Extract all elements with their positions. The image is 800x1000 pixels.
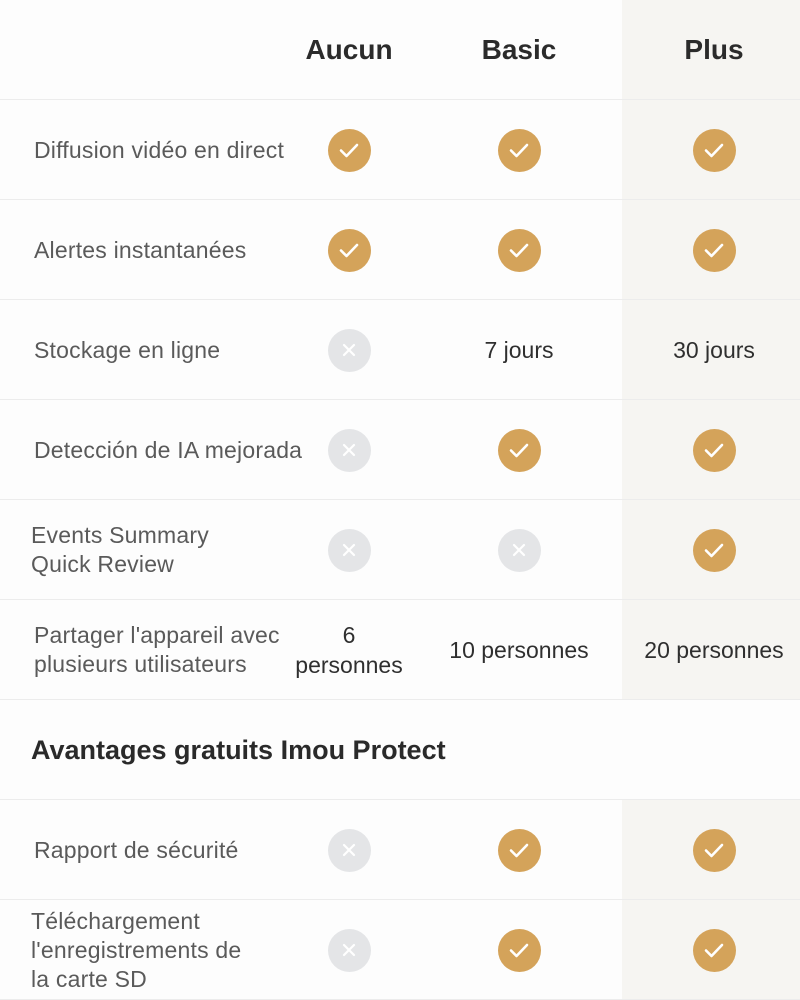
cross-icon — [328, 429, 371, 472]
check-icon — [693, 829, 736, 872]
cell-basic — [438, 500, 600, 600]
cell-basic — [438, 800, 600, 900]
check-icon — [328, 129, 371, 172]
cell-none — [278, 100, 420, 200]
cell-basic — [438, 600, 600, 700]
feature-label: Alertes instantanées — [34, 236, 247, 263]
feature-row — [0, 500, 800, 600]
cell-none — [278, 300, 420, 400]
cross-icon — [498, 529, 541, 572]
feature-label-line: la carte SD — [31, 965, 147, 992]
feature-row — [0, 200, 800, 300]
column-header-plus: Plus — [684, 34, 744, 65]
header-row — [0, 0, 800, 100]
check-icon — [498, 829, 541, 872]
cell-none — [278, 400, 420, 500]
feature-label-line: Events Summary — [31, 522, 209, 548]
cell-plus — [622, 400, 800, 500]
column-header-basic: Basic — [481, 34, 557, 65]
check-icon — [693, 129, 736, 172]
check-icon — [498, 129, 541, 172]
users-value-none-line: personnes — [295, 652, 403, 678]
cell-none — [278, 200, 420, 300]
storage-value-basic: 7 jours — [484, 337, 554, 363]
check-icon — [498, 229, 541, 272]
cell-plus — [622, 600, 800, 700]
check-icon — [693, 429, 736, 472]
feature-label — [34, 600, 280, 700]
cell-plus — [622, 100, 800, 200]
cell-plus — [622, 800, 800, 900]
feature-row — [0, 900, 800, 1000]
cell-basic — [438, 200, 600, 300]
check-icon — [693, 229, 736, 272]
check-icon — [693, 529, 736, 572]
cross-icon — [328, 529, 371, 572]
cell-plus — [622, 300, 800, 400]
feature-row — [0, 300, 800, 400]
feature-label-line: l'enregistrements de — [31, 936, 242, 963]
feature-row — [0, 600, 800, 700]
feature-label-line: Partager l'appareil avec — [34, 622, 280, 648]
cross-icon — [328, 929, 371, 972]
cross-icon — [328, 329, 371, 372]
feature-label: Detección de IA mejorada — [34, 436, 303, 463]
cell-basic — [438, 300, 600, 400]
feature-row — [0, 100, 800, 200]
cell-none — [278, 800, 420, 900]
check-icon — [328, 229, 371, 272]
feature-row — [0, 400, 800, 500]
cell-none — [278, 900, 420, 1000]
cell-none — [278, 600, 420, 700]
cell-plus — [622, 900, 800, 1000]
cell-basic — [438, 400, 600, 500]
storage-value-plus: 30 jours — [673, 337, 755, 363]
cell-plus — [622, 500, 800, 600]
feature-label: Stockage en ligne — [34, 336, 221, 363]
feature-label: Diffusion vidéo en direct — [34, 136, 285, 163]
cell-basic — [438, 900, 600, 1000]
feature-label-line: Téléchargement — [31, 907, 200, 934]
feature-row — [0, 800, 800, 900]
check-icon — [498, 929, 541, 972]
feature-label — [31, 500, 209, 600]
feature-label-line: Quick Review — [31, 551, 174, 577]
cell-none — [278, 500, 420, 600]
users-value-none-line: 6 — [342, 622, 356, 648]
section-heading-row — [0, 700, 800, 800]
feature-label — [31, 900, 241, 1000]
check-icon — [693, 929, 736, 972]
check-icon — [498, 429, 541, 472]
cell-basic — [438, 100, 600, 200]
cross-icon — [328, 829, 371, 872]
section-title: Avantages gratuits Imou Protect — [31, 735, 446, 765]
column-header-none: Aucun — [305, 34, 393, 65]
cell-plus — [622, 200, 800, 300]
users-value-basic: 10 personnes — [449, 637, 589, 663]
feature-label-line: plusieurs utilisateurs — [34, 651, 247, 677]
feature-label: Rapport de sécurité — [34, 836, 239, 863]
users-value-plus: 20 personnes — [644, 637, 784, 663]
